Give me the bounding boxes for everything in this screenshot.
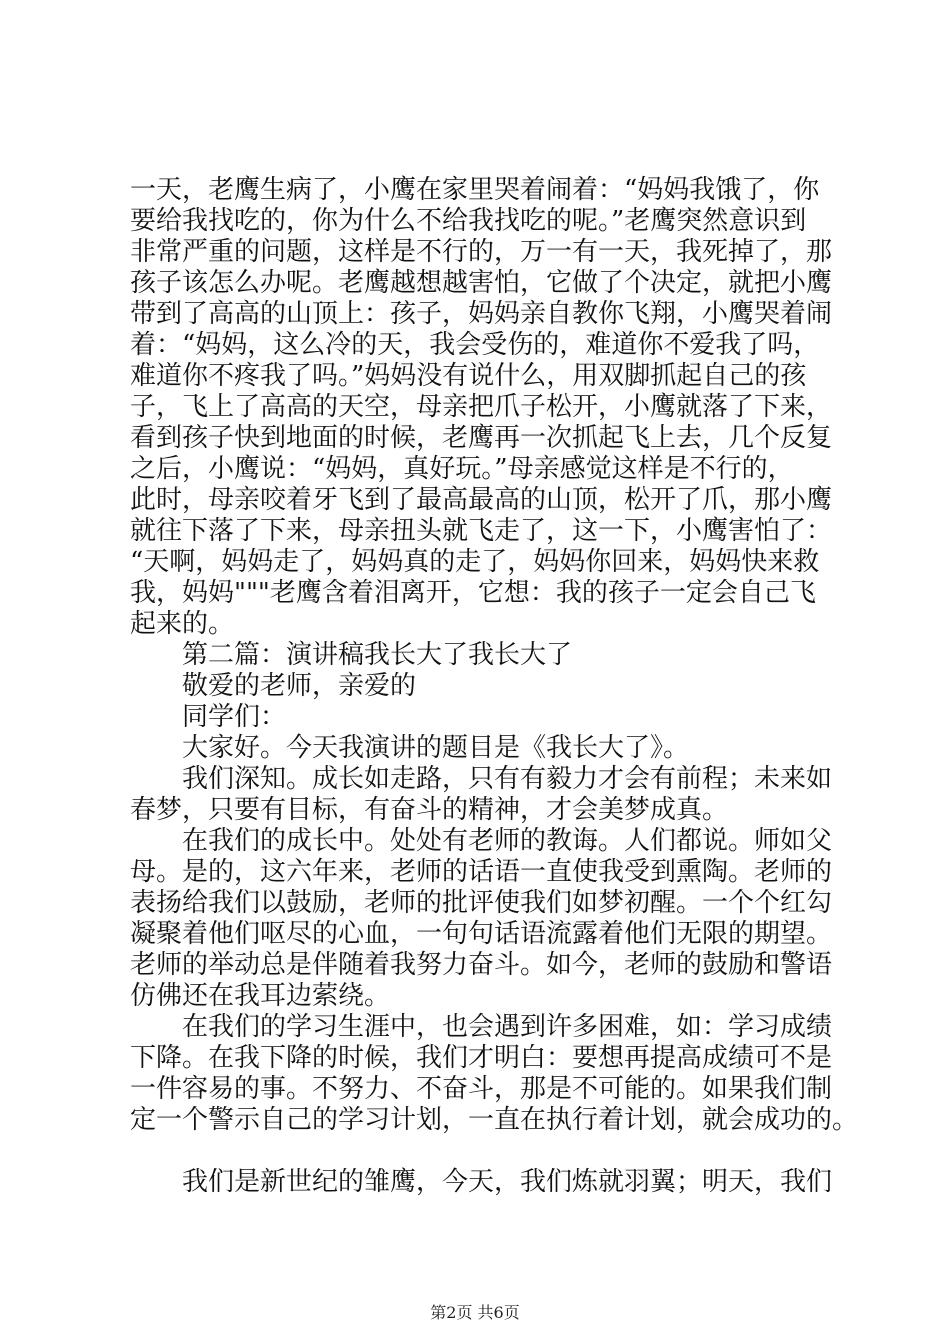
text-line: 大家好。今天我演讲的题目是《我长大了》。 — [182, 733, 690, 763]
text-line: 定一个警示自己的学习计划，一直在执行着计划，就会成功的。 — [130, 1105, 859, 1135]
text-line: 要给我找吃的，你为什么不给我找吃的呢。”老鹰突然意识到 — [130, 206, 807, 236]
paragraph — [130, 733, 835, 764]
text-line: 此时，母亲咬着牙飞到了最高最高的山顶，松开了爪，那小鹰 — [130, 485, 833, 515]
text-line: 着：“妈妈，这么冷的天，我会受伤的，难道你不爱我了吗， — [130, 330, 820, 360]
text-line: 之后，小鹰说：“妈妈，真好玩。”母亲感觉这样是不行的， — [130, 454, 794, 484]
text-line: 一件容易的事。不努力、不奋斗，那是不可能的。如果我们制 — [130, 1074, 833, 1104]
text-line: 敬爱的老师，亲爱的 — [182, 671, 417, 701]
text-line: 春梦，只要有目标，有奋斗的精神，才会美梦成真。 — [130, 795, 729, 825]
text-line: 看到孩子快到地面的时候，老鹰再一次抓起飞上去，几个反复 — [130, 423, 833, 453]
text-line: 非常严重的问题，这样是不行的，万一有一天，我死掉了，那 — [130, 237, 833, 267]
text-line: 凝聚着他们呕尽的心血，一句句话语流露着他们无限的期望。 — [130, 919, 833, 949]
text-line: 在我们的学习生涯中，也会遇到许多困难，如：学习成绩 — [182, 1012, 833, 1042]
paragraph — [130, 1167, 835, 1198]
paragraph — [130, 764, 835, 826]
text-line: 仿佛还在我耳边萦绕。 — [130, 981, 391, 1011]
text-line: 同学们： — [182, 702, 287, 732]
text-line: 我们是新世纪的雏鹰，今天，我们炼就羽翼；明天，我们 — [182, 1167, 833, 1197]
page-footer: 第2页 共6页 — [430, 1303, 520, 1322]
paragraph — [130, 640, 835, 671]
paragraph — [130, 1012, 859, 1136]
text-line: 下降。在我下降的时候，我们才明白：要想再提高成绩可不是 — [130, 1043, 833, 1073]
text-line: 子，飞上了高高的天空，母亲把爪子松开，小鹰就落了下来， — [130, 392, 833, 422]
text-line: 我们深知。成长如走路，只有有毅力才会有前程；未来如 — [182, 764, 833, 794]
text-line: 表扬给我们以鼓励，老师的批评使我们如梦初醒。一个个红勾 — [130, 888, 833, 918]
text-line: 母。是的，这六年来，老师的话语一直使我受到熏陶。老师的 — [130, 857, 833, 887]
text-line: 在我们的成长中。处处有老师的教诲。人们都说。师如父 — [182, 826, 833, 856]
text-line: 就往下落了下来，母亲扭头就飞走了，这一下，小鹰害怕了： — [130, 516, 833, 546]
text-line: 我，妈妈"""老鹰含着泪离开，它想：我的孩子一定会自己飞 — [130, 578, 816, 608]
text-line: “天啊，妈妈走了，妈妈真的走了，妈妈你回来，妈妈快来救 — [130, 547, 820, 577]
text-line: 一天，老鹰生病了，小鹰在家里哭着闹着：“妈妈我饿了，你 — [130, 175, 820, 205]
text-line: 带到了高高的山顶上：孩子，妈妈亲自教你飞翔，小鹰哭着闹 — [130, 299, 833, 329]
text-line: 孩子该怎么办呢。老鹰越想越害怕，它做了个决定，就把小鹰 — [130, 268, 833, 298]
text-line: 难道你不疼我了吗。”妈妈没有说什么，用双脚抓起自己的孩 — [130, 361, 807, 391]
text-line: 老师的举动总是伴随着我努力奋斗。如今，老师的鼓励和警语 — [130, 950, 833, 980]
paragraph — [130, 671, 835, 702]
paragraph — [130, 826, 835, 1012]
paragraph — [130, 702, 835, 733]
document-body — [130, 175, 859, 1198]
text-line: 起来的。 — [130, 609, 235, 639]
paragraph — [130, 175, 835, 640]
text-line: 第二篇：演讲稿我长大了我长大了 — [182, 640, 573, 670]
